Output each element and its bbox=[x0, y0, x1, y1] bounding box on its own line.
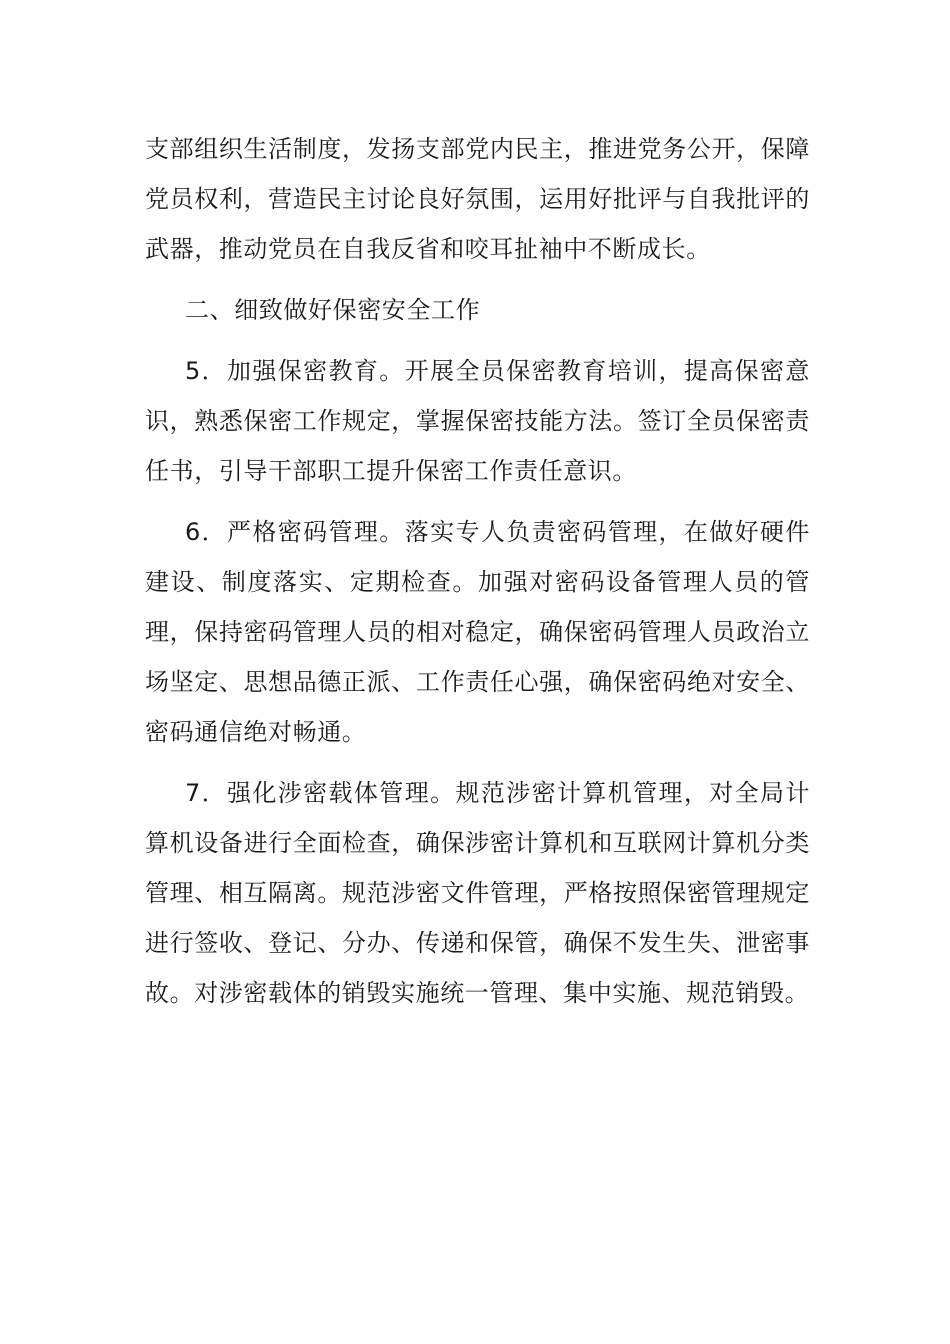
paragraph-item-6: 6．严格密码管理。落实专人负责密码管理，在做好硬件建设、制度落实、定期检查。加强对密码设备管理人员的管理，保持密码管理人员的相对稳定，确保密码管理人员政治立场坚定、思想品德正派、工作责任心强，确保密码绝对安全、密码通信绝对畅通。 bbox=[145, 518, 810, 746]
paragraph-continuation: 支部组织生活制度，发扬支部党内民主，推进党务公开，保障党员权利，营造民主讨论良好氛围，运用好批评与自我批评的武器，推动党员在自我反省和咬耳扯袖中不断成长。 bbox=[145, 135, 810, 263]
paragraph-item-5: 5．加强保密教育。开展全员保密教育培训，提高保密意识，熟悉保密工作规定，掌握保密技能方法。签订全员保密责任书，引导干部职工提升保密工作责任意识。 bbox=[145, 357, 810, 485]
document-body bbox=[145, 124, 810, 1018]
paragraph-item-7: 7．强化涉密载体管理。规范涉密计算机管理，对全局计算机设备进行全面检查，确保涉密计算机和互联网计算机分类管理、相互隔离。规范涉密文件管理，严格按照保密管理规定进行签收、登记、分办、传递和保管，确保不发生失、泄密事故。对涉密载体的销毁实施统一管理、集中实施、规范销毁。 bbox=[145, 779, 810, 1007]
section-heading: 二、细致做好保密安全工作 bbox=[185, 296, 481, 324]
